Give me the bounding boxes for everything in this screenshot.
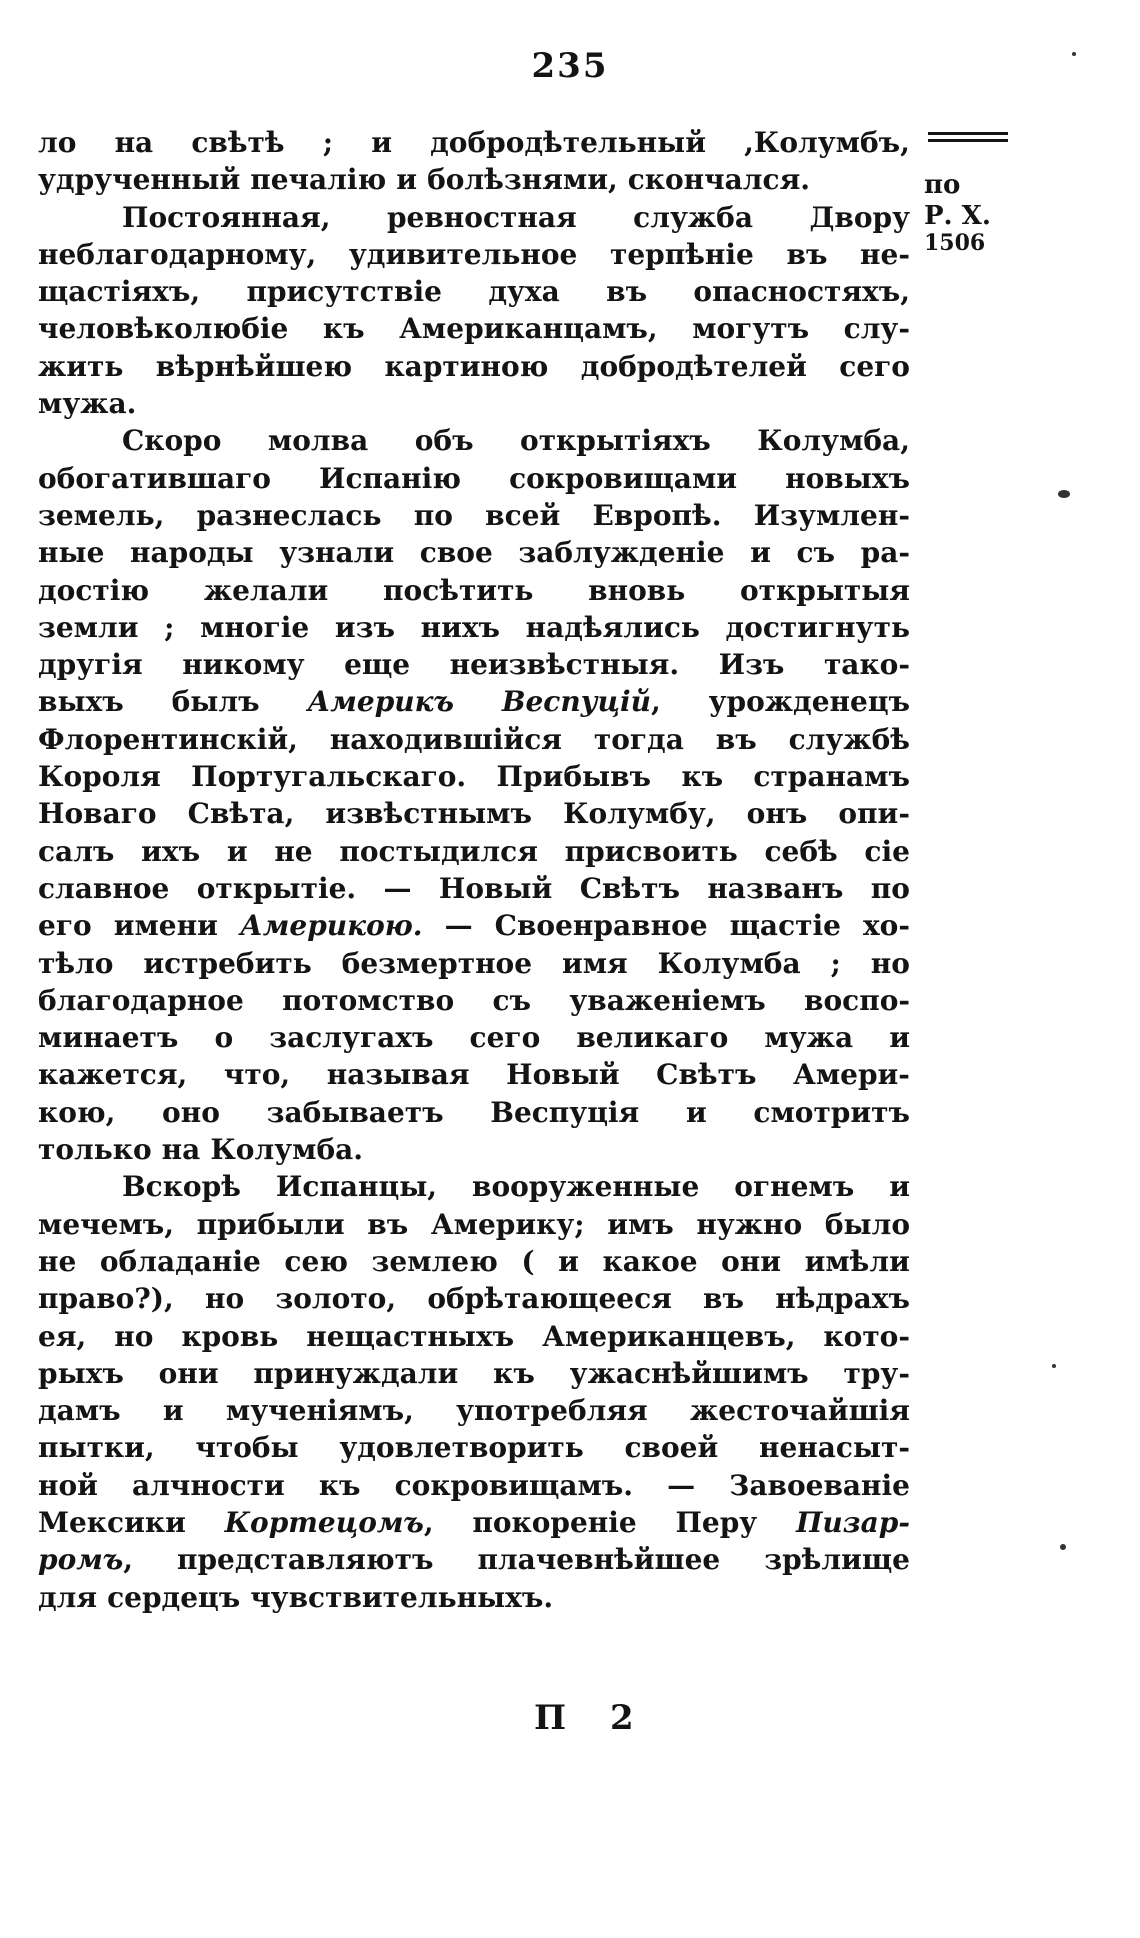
word: славное [38,871,170,905]
word: дамъ [38,1394,121,1428]
word: Вскорѣ [122,1170,241,1204]
word: принуждали [253,1356,459,1390]
word: нещастныхъ [306,1319,515,1353]
word: ( [521,1244,535,1278]
word: кровь [181,1319,279,1353]
word: Свѣтъ [579,871,680,905]
word: нужно [696,1207,803,1241]
word: но [870,946,910,980]
word: имени [113,909,218,943]
word: добродѣтельный [430,126,706,159]
word: заслугахъ [269,1021,434,1055]
word: благодарное [38,983,244,1017]
word: — [444,909,473,943]
word: на [114,126,154,159]
ink-speck [1052,1364,1056,1368]
word: и [162,1394,184,1428]
word: покореніе [472,1505,637,1539]
word: желали [203,573,329,607]
word: обрѣтающееся [427,1282,672,1316]
word: слу- [843,312,910,346]
text-line [38,1541,910,1578]
word: народы [130,536,254,570]
text-line [38,1094,910,1131]
word: Перу [675,1505,758,1539]
word: сего [469,1021,541,1055]
text-line [38,1243,910,1280]
word: узнали [279,536,395,570]
text-line [38,683,910,720]
word: сего [839,349,910,383]
word: земли [38,610,139,644]
word: имѣли [804,1244,910,1278]
word: ея, [38,1319,87,1353]
text-line [38,572,910,609]
word: удрученный [38,163,241,197]
word: ихъ [141,834,201,868]
text-line [38,161,910,198]
word: — [383,871,412,905]
word: хо- [862,909,910,943]
word: и [396,163,418,197]
word: рыхъ [38,1356,124,1390]
word: Американцевъ, [542,1319,796,1353]
word: ненасыт- [758,1431,910,1465]
word: печалію [250,163,387,197]
word: и [226,834,248,868]
word: ; [164,610,175,644]
word: съ [796,536,835,570]
word: обогатившаго [38,461,271,495]
word: чувствительныхъ. [250,1580,554,1614]
word: жить [38,349,124,383]
word: Колумба [657,946,801,980]
word: не [38,1244,77,1278]
text-line [38,1355,910,1392]
word: ,Колумбъ, [744,126,910,159]
word: Испанцы, [275,1170,438,1204]
word: тако- [823,648,910,682]
word: минаетъ [38,1021,179,1055]
word: достигнуть [725,610,910,644]
word: Америкою. [239,909,423,943]
word: нихъ [420,610,501,644]
word: Двору [809,200,910,234]
word: уваженіемъ [569,983,766,1017]
word: опи- [838,797,910,831]
body-text [38,124,910,1616]
word: могутъ [692,312,810,346]
text-line [38,1318,910,1355]
word: забываетъ [266,1095,444,1129]
text-line [38,795,910,832]
word: сею [284,1244,348,1278]
text-line [38,1206,910,1243]
word: кою, [38,1095,116,1129]
word: онъ [746,797,808,831]
word: Новый [506,1058,620,1092]
text-line [38,348,910,385]
word: истребить [143,946,312,980]
word: Короля [38,760,161,794]
word: Веспуція [490,1095,640,1129]
word: по [413,498,453,532]
margin-note [924,170,1014,259]
word: ные [38,536,105,570]
word: обладаніе [99,1244,261,1278]
word: имя [561,946,628,980]
word: присвоить [564,834,738,868]
word: въ [367,1207,409,1241]
word: ; [322,126,334,159]
word: Изумлен- [753,498,910,532]
word: разнеслась [196,498,382,532]
word: своей [624,1431,719,1465]
word: имъ [607,1207,674,1241]
word: въ [606,275,648,309]
word: воспо- [804,983,910,1017]
text-line [38,199,910,236]
text-line [38,236,910,273]
text-line [38,833,910,870]
margin-note-line: по [924,170,961,200]
text-line [38,646,910,683]
word: кото- [823,1319,910,1353]
word: пытки, [38,1431,155,1465]
word: Колумба. [210,1133,364,1167]
word: ромъ, [38,1543,133,1577]
word: Завоеваніе [729,1468,910,1502]
word: но [204,1282,245,1316]
word: новыхъ [785,461,910,495]
word: Американцамъ, [399,312,658,346]
word: вооруженные [472,1170,700,1204]
word: для [38,1580,98,1614]
word: алчности [132,1468,285,1502]
word: они [158,1356,219,1390]
word: Свѣтъ [656,1058,757,1092]
word: Амери- [793,1058,910,1092]
text-line [38,497,910,534]
word: Веспуцій, [501,685,661,719]
word: Америкъ [307,685,454,719]
word: странамъ [753,760,910,794]
word: изъ [334,610,395,644]
text-line [38,310,910,347]
word: многіе [200,610,310,644]
word: зрѣлище [764,1543,910,1577]
word: ужаснѣйшимъ [569,1356,809,1390]
word: духа [488,275,560,309]
word: свое [419,536,493,570]
text-line [38,721,910,758]
word: земель, [38,498,165,532]
word: Скоро [122,424,222,458]
text-line [38,534,910,571]
word: выхъ [38,685,124,719]
word: Португальскаго. [191,760,467,794]
text-line [38,945,910,982]
word: Своенравное [494,909,708,943]
text-line [38,273,910,310]
text-line [38,1056,910,1093]
text-line [38,460,910,497]
text-line [38,982,910,1019]
word: представляютъ [176,1543,434,1577]
word: терпѣніе [609,237,754,271]
word: другія [38,648,143,682]
word: въ [715,722,757,756]
text-line [38,758,910,795]
word: салъ [38,834,115,868]
margin-note-year: 1506 [924,230,986,256]
word: вѣрнѣйшею [155,349,353,383]
word: сіе [864,834,910,868]
text-line [38,1392,910,1429]
word: но [114,1319,154,1353]
word: Изъ [718,648,785,682]
word: мечемъ, [38,1207,174,1241]
word: болѣзнями, [427,163,618,197]
word: Прибывъ [496,760,651,794]
text-line [38,385,910,422]
word: скончался. [627,163,811,197]
word: оно [162,1095,220,1129]
word: сокровищамъ. [394,1468,634,1502]
word: къ [681,760,724,794]
word: былъ [171,685,260,719]
word: названъ [707,871,844,905]
word: удовлетворить [339,1431,584,1465]
text-line [38,422,910,459]
ink-speck [1060,1544,1066,1550]
word: и [889,1170,910,1204]
word: присутствіе [246,275,442,309]
word: постыдился [339,834,538,868]
word: вновь [588,573,686,607]
word: право?), [38,1282,174,1316]
text-line [38,1579,910,1616]
word: Америку; [430,1207,585,1241]
text-line [38,907,910,944]
margin-rule [928,132,1008,148]
word: сокровищами [509,461,738,495]
word: и [558,1244,579,1278]
word: въ [703,1282,744,1316]
word: плачевнѣйшее [477,1543,721,1577]
word: еще [344,648,411,682]
word: Свѣта, [187,797,295,831]
word: Новаго [38,797,157,831]
word: не- [860,237,910,271]
text-line [38,870,910,907]
word: чтобы [195,1431,299,1465]
word: надѣялись [525,610,700,644]
word: мученіямъ, [225,1394,414,1428]
word: картиною [384,349,549,383]
word: огнемъ [734,1170,855,1204]
margin-note-line: Р. Х. [924,201,991,231]
text-line [38,609,910,646]
word: по [870,871,910,905]
word: неблагодарному, [38,237,317,271]
word: Мексики [38,1505,186,1539]
text-line [38,1429,910,1466]
word: Пизар- [795,1505,910,1539]
word: достію [38,573,150,607]
word: тогда [593,722,684,756]
word: называя [326,1058,470,1092]
text-line [38,1280,910,1317]
word: ревностная [386,200,577,234]
word: тѣло [38,946,114,980]
word: служба [633,200,753,234]
text-line [38,1131,910,1168]
word: къ [493,1356,535,1390]
word: находившійся [329,722,562,756]
word: тру- [843,1356,910,1390]
word: Постоянная, [122,200,331,234]
word: безмертное [341,946,533,980]
word: только [38,1133,152,1167]
word: землею [371,1244,498,1278]
word: они [721,1244,782,1278]
word: молва [267,424,369,458]
word: ло [38,126,77,159]
word: къ [318,1468,361,1502]
word: человѣколюбіе [38,312,289,346]
word: Испанію [319,461,462,495]
word: ной [38,1468,98,1502]
word: посѣтить [383,573,534,607]
word: не [274,834,313,868]
text-line [38,1467,910,1504]
word: открытіе. [196,871,357,905]
text-line [38,1168,910,1205]
word: ра- [860,536,910,570]
word: и [685,1095,707,1129]
word: сердецъ [107,1580,241,1614]
word: открытіяхъ [520,424,711,458]
word: извѣстнымъ [325,797,532,831]
word: съ [492,983,531,1017]
word: жесточайшія [690,1394,910,1428]
word: его [38,909,92,943]
word: неизвѣстныя. [449,648,680,682]
word: и [750,536,771,570]
signature-mark: П 2 [534,1698,650,1738]
word: службѣ [788,722,910,756]
word: щастіе [729,909,841,943]
word: на [161,1133,201,1167]
word: урожденецъ [708,685,910,719]
word: Европѣ. [592,498,722,532]
word: опасностяхъ, [693,275,910,309]
word: о [214,1021,234,1055]
word: открытыя [740,573,910,607]
word: удивительное [348,237,578,271]
word: Флорентинскій, [38,722,298,756]
word: ; [830,946,841,980]
word: употребляя [456,1394,648,1428]
word: объ [414,424,474,458]
word: въ [786,237,828,271]
word: смотритъ [753,1095,910,1129]
word: — [667,1468,696,1502]
word: себѣ [764,834,838,868]
word: и [371,126,392,159]
word: Колумбу, [563,797,716,831]
word: Колумба, [757,424,910,458]
word: Новый [438,871,553,905]
word: заблужденіе [518,536,725,570]
word: прибыли [196,1207,345,1241]
word: добродѣтелей [580,349,807,383]
word: кажется, [38,1058,188,1092]
word: потомство [282,983,455,1017]
word: всей [485,498,561,532]
word: мужа [764,1021,854,1055]
word: щастіяхъ, [38,275,201,309]
word: нѣдрахъ [775,1282,910,1316]
word: никому [182,648,305,682]
word: Кортецомъ, [224,1505,434,1539]
word: къ [322,312,365,346]
text-line [38,1019,910,1056]
ink-speck [1058,490,1070,498]
word: что, [223,1058,291,1092]
text-line [38,1504,910,1541]
ink-speck [1072,52,1076,56]
text-line [38,124,910,161]
word: какое [602,1244,698,1278]
word: свѣтѣ [191,126,285,159]
word: великаго [576,1021,729,1055]
page-number: 235 [531,46,609,86]
word: было [824,1207,910,1241]
word: и [889,1021,910,1055]
word: мужа. [38,387,137,421]
word: золото, [275,1282,397,1316]
